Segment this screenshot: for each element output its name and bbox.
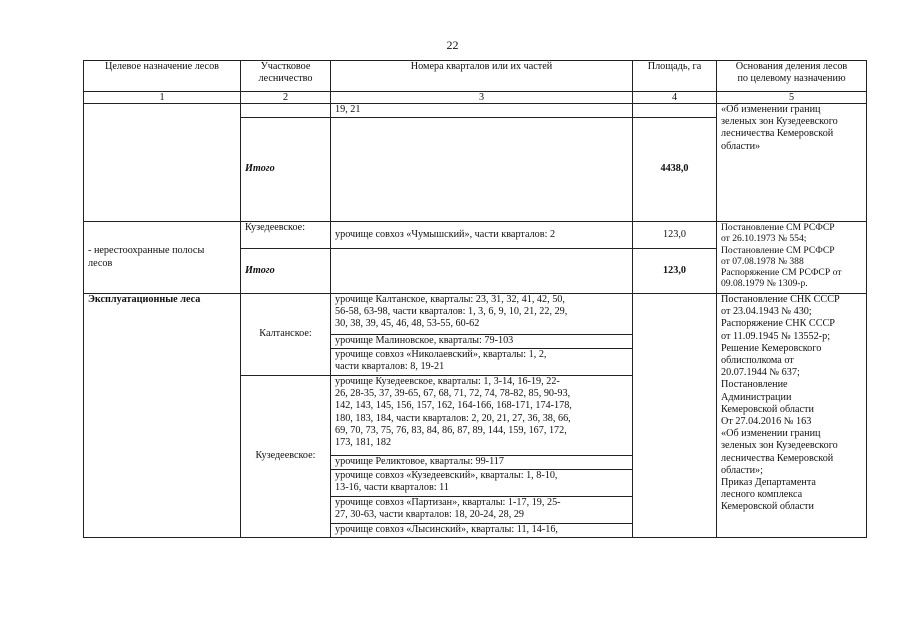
basis-cell: «Об изменении границ зеленых зон Кузедеевского лесничества Кемеровской области» bbox=[717, 104, 867, 222]
column-number: 5 bbox=[717, 92, 867, 104]
quarters-cell-empty bbox=[331, 249, 633, 294]
header-forestry: Участковое лесничество bbox=[241, 61, 331, 92]
quarters-cell: урочище Калтанское, кварталы: 23, 31, 32, 41, 42, 50, 56-58, 63-98, части кварталов: 1, 3, 6, 9, 10, 21, 22, 29, 30, 38, 39, 45, 46, 48, 53-55, 60-62 bbox=[331, 294, 633, 335]
column-number: 4 bbox=[633, 92, 717, 104]
basis-cell: Постановление СМ РСФСР от 26.10.1973 № 554; Постановление СМ РСФСР от 07.08.1978 № 388 Распоряжение СМ РСФСР от 09.08.1979 № 1309-р. bbox=[717, 222, 867, 294]
area-cell-empty bbox=[633, 104, 717, 118]
forestry-cell-empty bbox=[241, 104, 331, 118]
forestry-cell: Кузедеевское: bbox=[241, 376, 331, 538]
quarters-cell: урочище совхоз «Партизан», кварталы: 1-17, 19, 25- 27, 30-63, части кварталов: 18, 20-24, 28, 29 bbox=[331, 497, 633, 524]
forestry-cell: Калтанское: bbox=[241, 294, 331, 376]
table-header-row bbox=[84, 61, 867, 92]
purpose-cell-empty bbox=[84, 104, 241, 222]
quarters-cell: урочище совхоз «Николаевский», кварталы: 1, 2, части кварталов: 8, 19-21 bbox=[331, 349, 633, 376]
header-quarters: Номера кварталов или их частей bbox=[331, 61, 633, 92]
column-number: 2 bbox=[241, 92, 331, 104]
quarters-cell: урочище Малиновское, кварталы: 79-103 bbox=[331, 335, 633, 349]
basis-cell: Постановление СНК СССР от 23.04.1943 № 430; Распоряжение СНК СССР от 11.09.1945 № 13552-р; Решение Кемеровского облисполкома от 20.07.1944 № 637; Постановление Администрации Кемеровской области От 27.04.2016 № 163 «Об изменении границ зеленых зон Кузедеевского лесничества Кемеровской области»; Приказ Департамента лесного комплекса Кемеровской области bbox=[717, 294, 867, 538]
purpose-cell: - нерестоохранные полосы лесов bbox=[84, 222, 241, 294]
table-row bbox=[84, 222, 867, 249]
quarters-cell: урочище Кузедеевское, кварталы: 1, 3-14, 16-19, 22- 26, 28-35, 37, 39-65, 67, 68, 71, 72, 74, 78-82, 85, 90-93, 142, 143, 145, 156, 157, 162, 164-166, 168-171, 174-178, 180, 183, 184, части кварталов: 2, 20, 21, 27, 36, 38, 66, 69, 70, 73, 75, 76, 83, 84, 86, 87, 89, 144, 159, 167, 172, 173, 181, 182 bbox=[331, 376, 633, 456]
quarters-cell: урочище совхоз «Чумышский», части кварталов: 2 bbox=[331, 222, 633, 249]
header-purpose: Целевое назначение лесов bbox=[84, 61, 241, 92]
total-area: 123,0 bbox=[633, 249, 717, 294]
column-number: 3 bbox=[331, 92, 633, 104]
column-number: 1 bbox=[84, 92, 241, 104]
header-basis: Основания деления лесов по целевому назначению bbox=[717, 61, 867, 92]
total-label: Итого bbox=[241, 249, 331, 294]
quarters-cell: урочище совхоз «Лысинский», кварталы: 11, 14-16, bbox=[331, 524, 633, 538]
quarters-cell: урочище совхоз «Кузедеевский», кварталы: 1, 8-10, 13-16, части кварталов: 11 bbox=[331, 470, 633, 497]
quarters-cell: урочище Реликтовое, кварталы: 99-117 bbox=[331, 456, 633, 470]
quarters-cell: 19, 21 bbox=[331, 104, 633, 118]
header-area: Площадь, га bbox=[633, 61, 717, 92]
purpose-cell: Эксплуатационные леса bbox=[84, 294, 241, 538]
forestry-cell: Кузедеевское: bbox=[241, 222, 331, 249]
quarters-cell-empty bbox=[331, 118, 633, 222]
page-number: 22 bbox=[446, 38, 459, 52]
column-number-row bbox=[84, 92, 867, 104]
total-area: 4438,0 bbox=[633, 118, 717, 222]
table-row bbox=[84, 294, 867, 335]
table-row bbox=[84, 104, 867, 118]
area-cell: 123,0 bbox=[633, 222, 717, 249]
total-label: Итого bbox=[241, 118, 331, 222]
forest-purpose-table bbox=[83, 60, 867, 538]
area-cell-empty bbox=[633, 294, 717, 538]
